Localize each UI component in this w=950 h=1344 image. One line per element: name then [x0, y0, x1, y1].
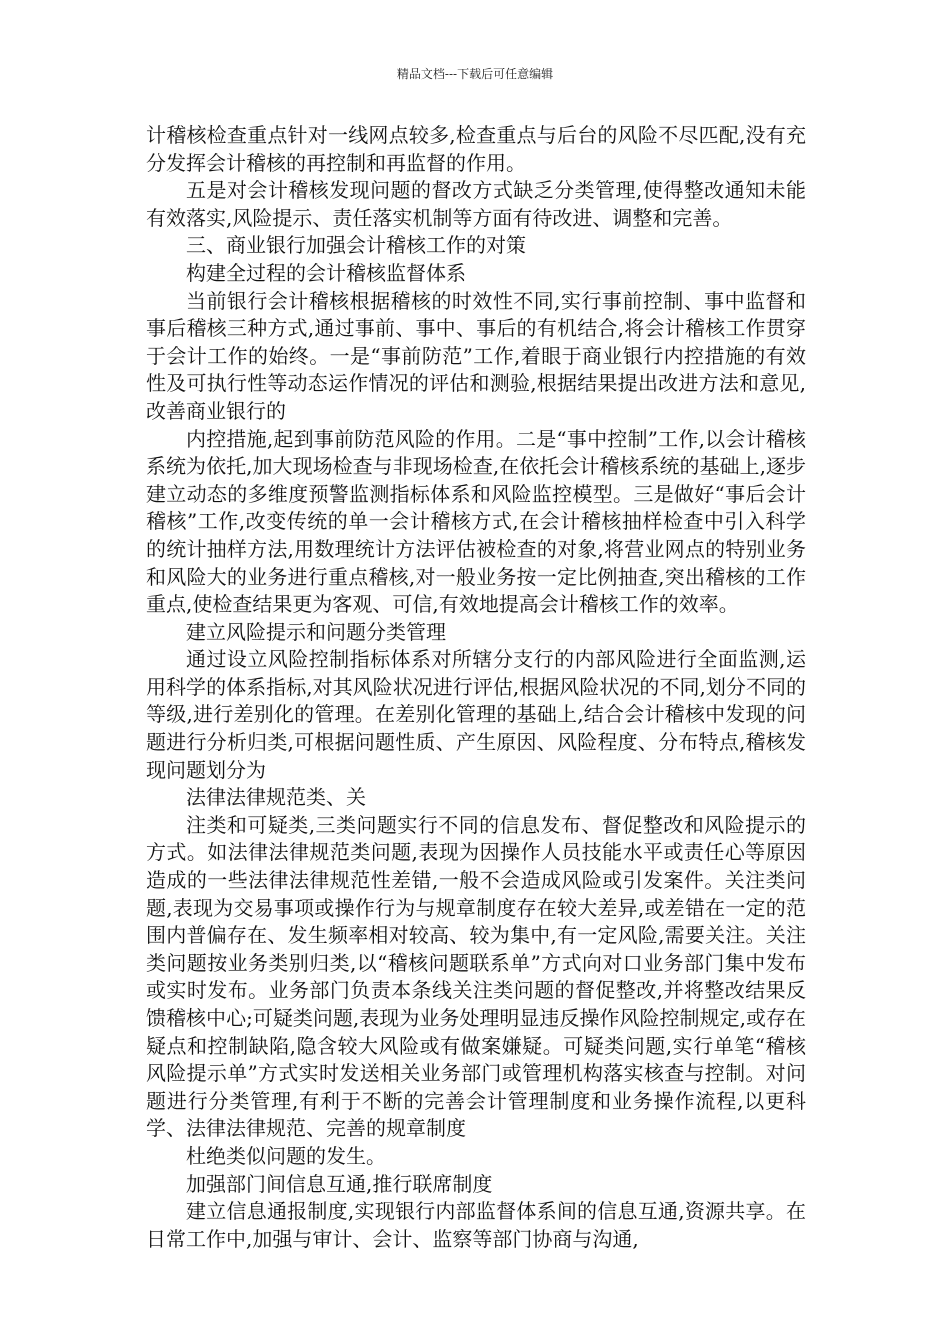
paragraph: 内控措施,起到事前防范风险的作用。二是“事中控制”工作,以会计稽核系统为依托,加大现场检查与非现场检查,在依托会计稽核系统的基础上,逐步建立动态的多维度预警监测指标体系和风险监控模型。三是做好“事后会计稽核”工作,改变传统的单一会计稽核方式,在会计稽核抽样检查中引入科学的统计抽样方法,用数理统计方法评估被检查的对象,将营业网点的特别业务和风险大的业务进行重点稽核,对一般业务按一定比例抽查,突出稽核的工作重点,使检查结果更为客观、可信,有效地提高会计稽核工作的效率。 [146, 426, 806, 617]
page-header: 精品文档---下载后可任意编辑 [396, 67, 554, 81]
paragraph: 注类和可疑类,三类问题实行不同的信息发布、督促整改和风险提示的方式。如法律法律规范类问题,表现为因操作人员技能水平或责任心等原因造成的一些法律法律规范性差错,一般不会造成风险或引发案件。关注类问题,表现为交易事项或操作行为与规章制度存在较大差异,或差错在一定的范围内普偏存在、发生频率相对较高、较为集中,有一定风险,需要关注。关注类问题按业务类别归类,以“稽核问题联系单”方式向对口业务部门集中发布或实时发布。业务部门负责本条线关注类问题的督促整改,并将整改结果反馈稽核中心;可疑类问题,表现为业务处理明显违反操作风险控制规定,或存在疑点和控制缺陷,隐含较大风险或有做案嫌疑。可疑类问题,实行单笔“稽核风险提示单”方式实时发送相关业务部门或管理机构落实核查与控制。对问题进行分类管理,有利于不断的完善会计管理制度和业务操作流程,以更科学、法律法律规范、完善的规章制度 [146, 812, 806, 1141]
document-body [146, 122, 806, 1253]
paragraph: 杜绝类似问题的发生。 [186, 1143, 386, 1168]
paragraph: 建立信息通报制度,实现银行内部监督体系间的信息互通,资源共享。在日常工作中,加强与审计、会计、监察等部门协商与沟通, [146, 1199, 806, 1251]
subsection-heading: 加强部门间信息互通,推行联席制度 [186, 1171, 493, 1196]
subsection-heading: 建立风险提示和问题分类管理 [186, 619, 446, 644]
subsection-heading: 构建全过程的会计稽核监督体系 [186, 260, 466, 285]
section-heading: 三、商业银行加强会计稽核工作的对策 [186, 233, 526, 258]
paragraph: 当前银行会计稽核根据稽核的时效性不同,实行事前控制、事中监督和事后稽核三种方式,通过事前、事中、事后的有机结合,将会计稽核工作贯穿于会计工作的始终。一是“事前防范”工作,着眼于商业银行内控措施的有效性及可执行性等动态运作情况的评估和测验,根据结果提出改进方法和意见,改善商业银行的 [146, 288, 806, 423]
paragraph: 通过设立风险控制指标体系对所辖分支行的内部风险进行全面监测,运用科学的体系指标,对其风险状况进行评估,根据风险状况的不同,划分不同的等级,进行差别化的管理。在差别化管理的基础上,结合会计稽核中发现的问题进行分析归类,可根据问题性质、产生原因、风险程度、分布特点,稽核发现问题划分为 [146, 647, 806, 782]
paragraph: 五是对会计稽核发现问题的督改方式缺乏分类管理,使得整改通知未能有效落实,风险提示、责任落实机制等方面有待改进、调整和完善。 [146, 178, 806, 230]
paragraph: 计稽核检查重点针对一线网点较多,检查重点与后台的风险不尽匹配,没有充分发挥会计稽核的再控制和再监督的作用。 [146, 123, 806, 175]
paragraph: 法律法律规范类、关 [186, 785, 366, 810]
